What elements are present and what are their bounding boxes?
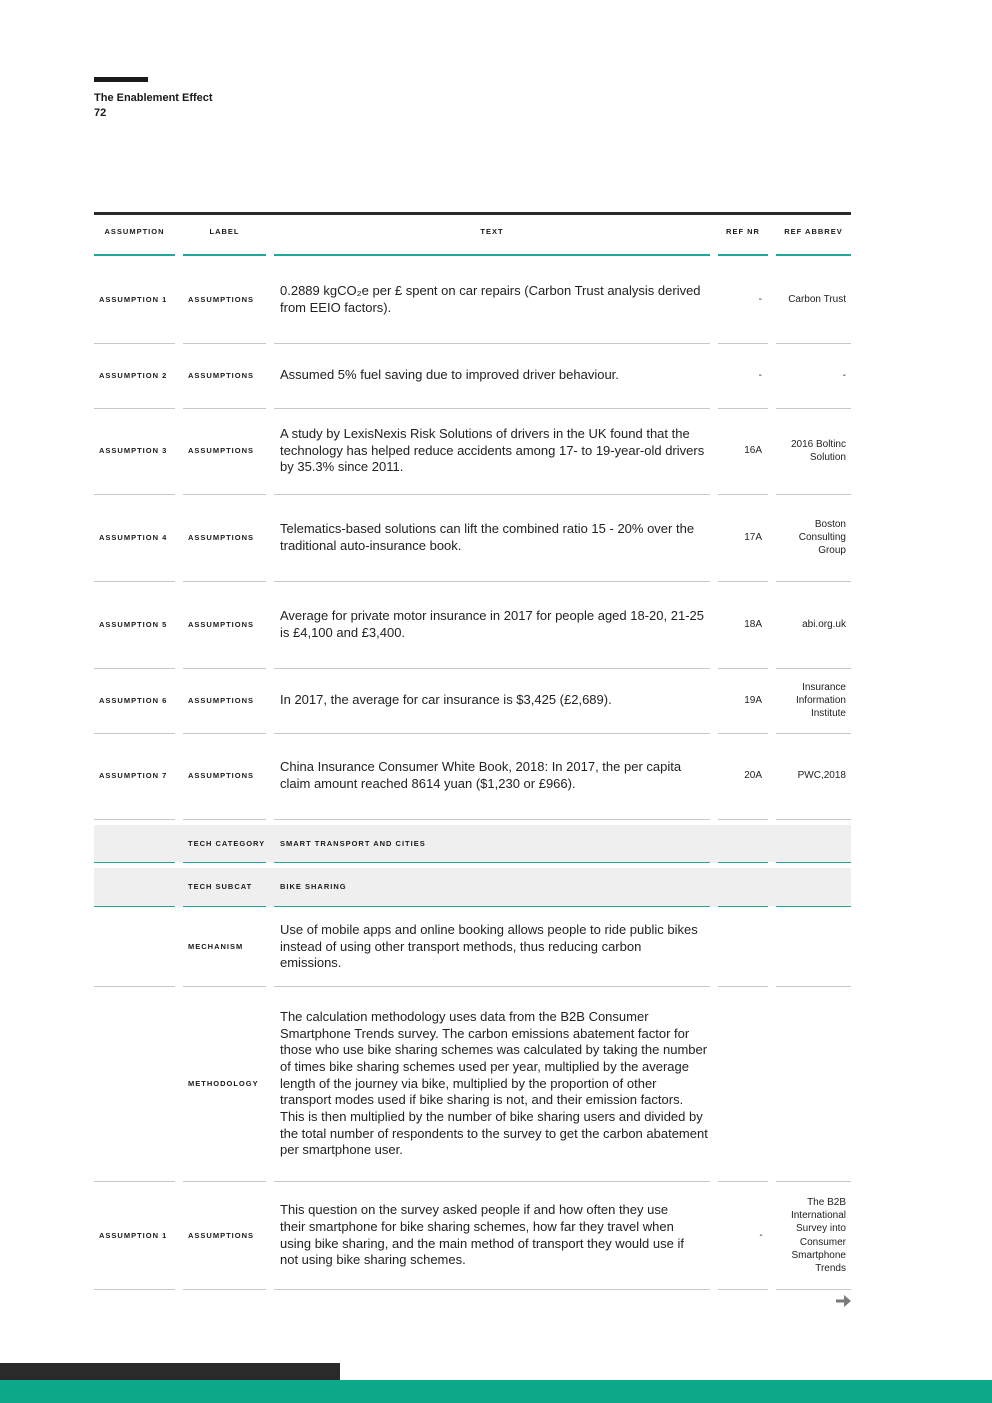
row-text: Telematics-based solutions can lift the combined ratio 15 - 20% over the traditional auto-insurance book. xyxy=(280,520,695,553)
row-text: A study by LexisNexis Risk Solutions of drivers in the UK found that the technology has helped reduce accidents among 17- to 19-year-old drivers by 35.3% since 2011. xyxy=(280,425,705,475)
row-divider xyxy=(94,986,175,987)
row-text: Assumed 5% fuel saving due to improved driver behaviour. xyxy=(280,367,619,383)
final-row-ref-abbrev: The B2B International Survey into Consumer Smartphone Trends xyxy=(790,1196,846,1275)
row-label: ASSUMPTIONS xyxy=(188,446,255,455)
row-assumption: ASSUMPTION 1 xyxy=(99,294,168,304)
document-title: The Enablement Effect xyxy=(94,92,213,104)
column-header-label: LABEL xyxy=(209,227,240,236)
row-ref-abbrev: Boston Consulting Group xyxy=(798,518,846,557)
row-assumption: ASSUMPTION 7 xyxy=(99,771,168,780)
row-assumption: ASSUMPTION 6 xyxy=(99,695,168,705)
row-divider xyxy=(183,862,266,863)
row-label: ASSUMPTIONS xyxy=(188,619,255,629)
row-divider xyxy=(718,819,768,820)
header-rule xyxy=(94,77,148,82)
final-row-label: ASSUMPTIONS xyxy=(188,1230,255,1240)
row-ref-abbrev: abi.org.uk xyxy=(802,618,846,630)
arrow-right-icon[interactable] xyxy=(834,1292,852,1310)
row-assumption: ASSUMPTION 4 xyxy=(99,532,168,542)
row-divider xyxy=(718,1289,768,1290)
row-divider xyxy=(718,986,768,987)
row-divider xyxy=(183,819,266,820)
row-assumption: ASSUMPTION 3 xyxy=(99,446,168,455)
row-ref-abbrev: PWC,2018 xyxy=(797,770,846,782)
row-ref-abbrev: Carbon Trust xyxy=(788,293,846,305)
tech-subcat-value: BIKE SHARING xyxy=(280,882,347,891)
row-ref-nr: - xyxy=(758,293,762,305)
row-text: Average for private motor insurance in 2017 for people aged 18-20, 21-25 is £4,100 and £3,400. xyxy=(280,607,704,640)
row-ref-nr: 19A xyxy=(744,694,762,706)
column-header-ref-nr: REF NR xyxy=(726,227,760,236)
row-divider xyxy=(274,906,710,907)
row-divider xyxy=(94,819,175,820)
row-assumption: ASSUMPTION 2 xyxy=(99,370,168,380)
column-header-ref-abbrev: REF ABBREV xyxy=(784,227,843,236)
final-row-assumption: ASSUMPTION 1 xyxy=(99,1230,168,1240)
row-text: 0.2889 kgCO₂e per £ spent on car repairs (Carbon Trust analysis derived from EEIO factors). xyxy=(280,282,701,315)
row-divider xyxy=(776,906,851,907)
row-assumption: ASSUMPTION 5 xyxy=(99,619,168,629)
footer-dark-bar xyxy=(0,1363,340,1380)
final-row-ref-nr: - xyxy=(759,1229,763,1241)
mechanism-text: Use of mobile apps and online booking allows people to ride public bikes instead of using other transport methods, thus reducing carbon emissions. xyxy=(280,921,698,971)
methodology-label: METHODOLOGY xyxy=(188,1079,259,1088)
tech-category-label: TECH CATEGORY xyxy=(188,838,266,848)
row-divider xyxy=(776,819,851,820)
row-label: ASSUMPTIONS xyxy=(188,771,255,780)
tech-category-value: SMART TRANSPORT AND CITIES xyxy=(280,838,426,848)
row-ref-nr: 17A xyxy=(744,531,762,543)
row-text: In 2017, the average for car insurance is $3,425 (£2,689). xyxy=(280,692,612,708)
final-row-text: This question on the survey asked people if and how often they use their smartphone for bike sharing schemes, how far they travel when using bike sharing, and the main method of transport they would use if not using bike sharing schemes. xyxy=(280,1202,684,1268)
column-header-text: TEXT xyxy=(480,227,504,236)
page-number: 72 xyxy=(94,107,107,119)
row-ref-abbrev: Insurance Information Institute xyxy=(795,681,846,720)
row-text: China Insurance Consumer White Book, 2018: In 2017, the per capita claim amount reached 8614 yuan ($1,230 or £966). xyxy=(280,759,682,791)
row-label: ASSUMPTIONS xyxy=(188,294,255,304)
row-divider xyxy=(718,862,768,863)
row-ref-nr: - xyxy=(758,369,762,381)
row-ref-nr: 18A xyxy=(744,618,762,630)
row-ref-nr: 20A xyxy=(744,770,762,782)
tech-subcat-label: TECH SUBCAT xyxy=(188,882,253,891)
mechanism-label: MECHANISM xyxy=(188,942,244,951)
row-divider xyxy=(718,906,768,907)
row-divider xyxy=(183,1289,266,1290)
row-label: ASSUMPTIONS xyxy=(188,370,255,380)
row-ref-abbrev: 2016 Boltinc Solution xyxy=(790,438,846,463)
methodology-text: The calculation methodology uses data from the B2B Consumer Smartphone Trends survey. The carbon emissions abatement factor for those who use bike sharing schemes was calculated by taking the number of times bike sharing schemes used per year, multiplied by the average length of the journey via bike, multiplied by the proportion of other transport modes used if bike sharing is not, and their emission factors. This is then multiplied by the number of bike sharing users and divided by the total number of respondents to the survey to get the carbon abatement per smartphone user. xyxy=(280,1008,708,1158)
table-top-rule xyxy=(94,212,851,215)
column-header-assumption: ASSUMPTION xyxy=(104,227,165,236)
row-divider xyxy=(274,819,710,820)
row-divider xyxy=(94,862,175,863)
row-divider xyxy=(94,906,175,907)
row-ref-abbrev: - xyxy=(842,369,846,381)
row-divider xyxy=(776,862,851,863)
row-divider xyxy=(274,1289,710,1290)
row-divider xyxy=(274,862,710,863)
row-label: ASSUMPTIONS xyxy=(188,532,255,542)
footer-teal-bar xyxy=(0,1380,992,1403)
row-label: ASSUMPTIONS xyxy=(188,695,255,705)
row-divider xyxy=(183,906,266,907)
row-ref-nr: 16A xyxy=(744,445,762,457)
row-divider xyxy=(776,986,851,987)
row-divider xyxy=(776,1289,851,1290)
row-divider xyxy=(94,1289,175,1290)
